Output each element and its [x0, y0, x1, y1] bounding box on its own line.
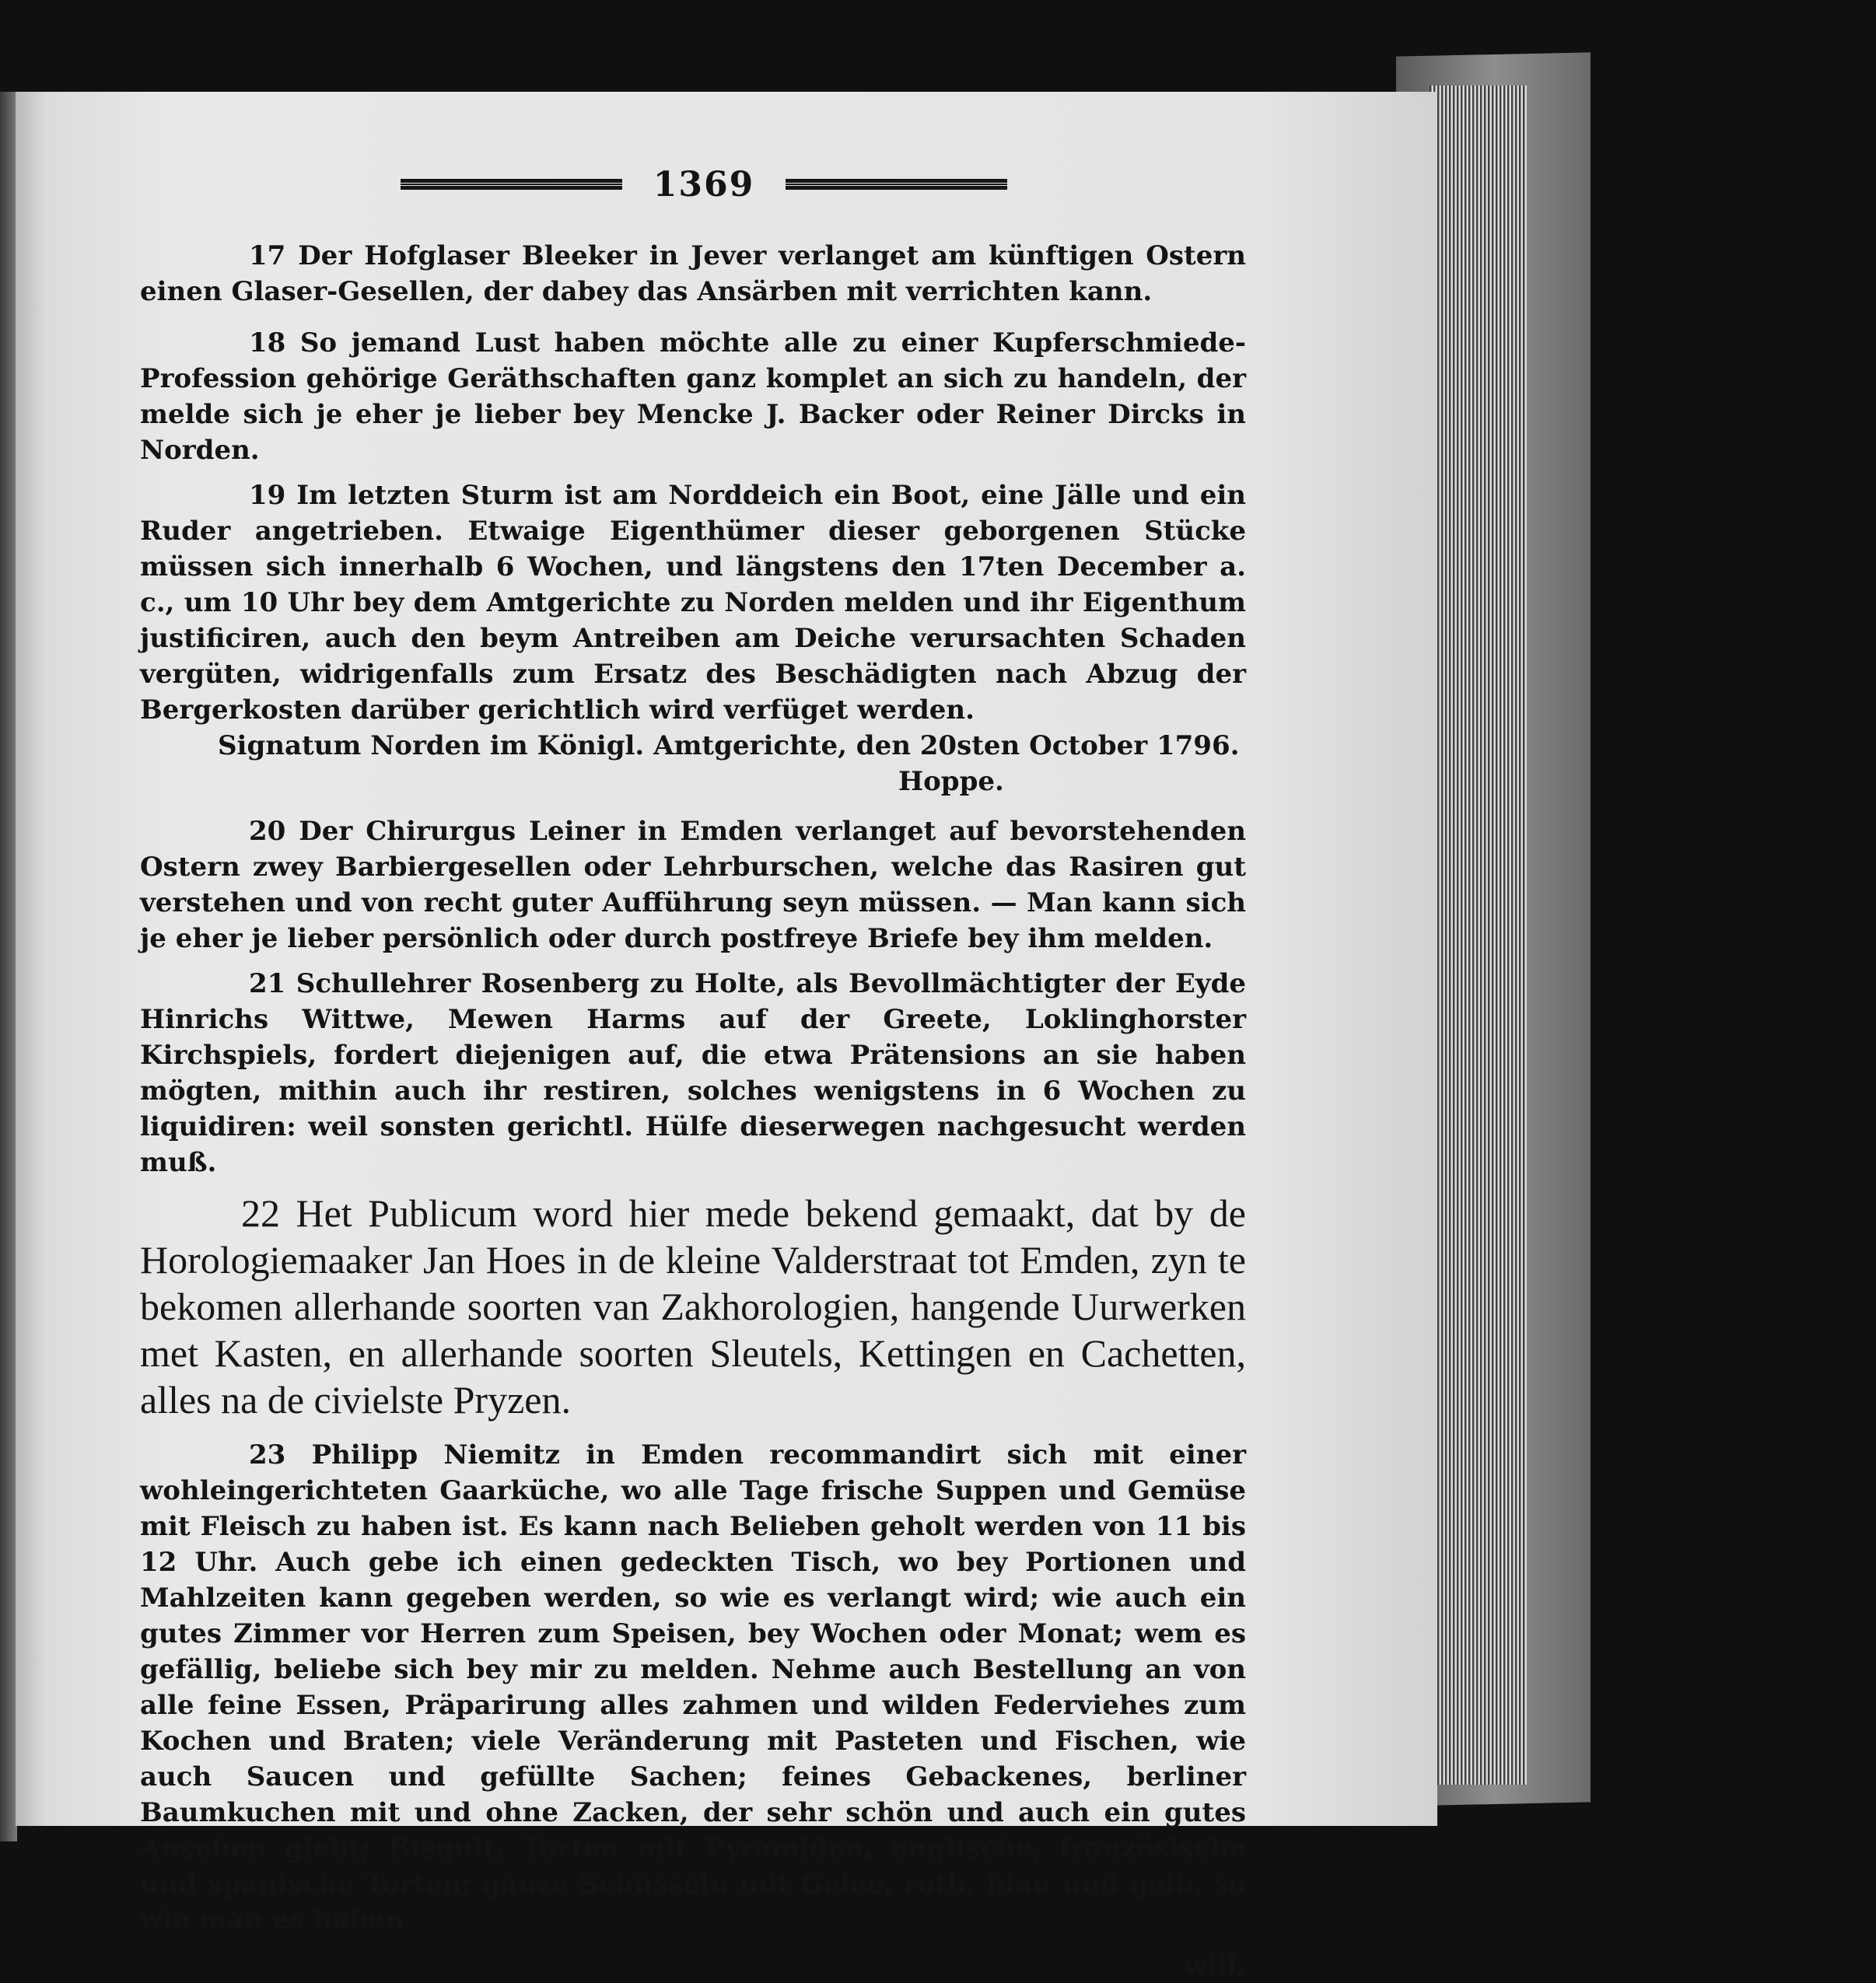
notice-21: 21 Schullehrer Rosenberg zu Holte, als Bevollmächtigter der Eyde Hinrichs Wittwe, Mewen Harms auf der Greete, Loklinghorster Kirchspiels, fordert diejenigen auf, die etwa Prätensions an sie haben mögten, mithin auch ihr restiren, solches wenigstens in 6 Wochen zu liquidiren: weil sonsten gerichtl. Hülfe dieserwegen nachgesucht werden muß.: [140, 968, 1246, 1178]
notice-17: 17 Der Hofglaser Bleeker in Jever verlanget am künftigen Ostern einen Glaser-Gesellen, der dabey das Ansärben mit verrichten kann.: [140, 240, 1246, 307]
notice-20: 20 Der Chirurgus Leiner in Emden verlanget auf bevorstehenden Ostern zwey Barbiergesellen oder Lehrburschen, welche das Rasiren gut verstehen und von recht guter Aufführung seyn müssen. — Man kann sich je eher je lieber persönlich oder durch postfreye Briefe bey ihm melden.: [140, 816, 1246, 954]
page-number: 1369: [653, 164, 755, 205]
notice-19: 19 Im letzten Sturm ist am Norddeich ein Boot, eine Jälle und ein Ruder angetrieben. Etwaige Eigenthümer dieser geborgenen Stücke müssen sich innerhalb 6 Wochen, und längstens den 17ten December a. c., um 10 Uhr bey dem Amtgerichte zu Norden melden und ihr Eigenthum justificiren, auch den beym Antreiben am Deiche verursachten Schaden vergüten, widrigenfalls zum Ersatz des Beschädigten nach Abzug der Bergerkosten darüber gerichtlich wird verfüget werden.: [140, 480, 1246, 726]
header-rule-right: [786, 179, 1007, 190]
signature-name: Hoppe.: [898, 766, 1004, 797]
page-block-edges: [1430, 86, 1527, 1785]
page-header: [401, 161, 1007, 208]
notice-23: 23 Philipp Niemitz in Emden recommandirt sich mit einer wohleingerichteten Gaarküche, wo alle Tage frische Suppen und Gemüse mit Fleisch zu haben ist. Es kann nach Belieben geholt werden von 11 bis 12 Uhr. Auch gebe ich einen gedeckten Tisch, wo bey Portionen und Mahlzeiten kann gegeben werden, so wie es verlangt wird; wie auch ein gutes Zimmer vor Herren zum Speisen, bey Wochen oder Monat; wem es gefällig, beliebe sich bey mir zu melden. Nehme auch Bestellung an von alle feine Essen, Präparirung alles zahmen und wilden Federviehes zum Kochen und Braten; viele Veränderung mit Pasteten und Fischen, wie auch Saucen und gefüllte Sachen; feines Gebackenes, berliner Baumkuchen mit und ohne Zacken, der sehr schön und auch ein gutes Ansehen giebt; Bisquit, Torten mit Pyramiden, englische, französische und spanische Torten; ganze Schüsseln mit Gelee, roth, blau und gelb, so wie man es haben: [140, 1439, 1246, 1936]
notice-18: 18 So jemand Lust haben möchte alle zu einer Kupferschmiede-Profession gehörige Geräthschaften ganz komplet an sich zu handeln, der melde sich je eher je lieber bey Mencke J. Backer oder Reiner Dircks in Norden.: [140, 327, 1246, 466]
catchword: will,: [1184, 1950, 1246, 1981]
page-text: [140, 238, 1246, 1983]
notice-22-dutch: 22 Het Publicum word hier mede bekend gemaakt, dat by de Horologiemaaker Jan Hoes in de kleine Valderstraat tot Emden, zyn te bekomen allerhande soorten van Zakhorologien, hangende Uurwerken met Kasten, en allerhande soorten Sleutels, Kettingen en Cachetten, alles na de civielste Pryzen.: [140, 1191, 1246, 1422]
header-rule-left: [401, 179, 622, 190]
signature-place-date: Signatum Norden im Königl. Amtgerichte, den 20sten October 1796.: [218, 730, 1240, 761]
left-page-edge: [0, 92, 17, 1841]
